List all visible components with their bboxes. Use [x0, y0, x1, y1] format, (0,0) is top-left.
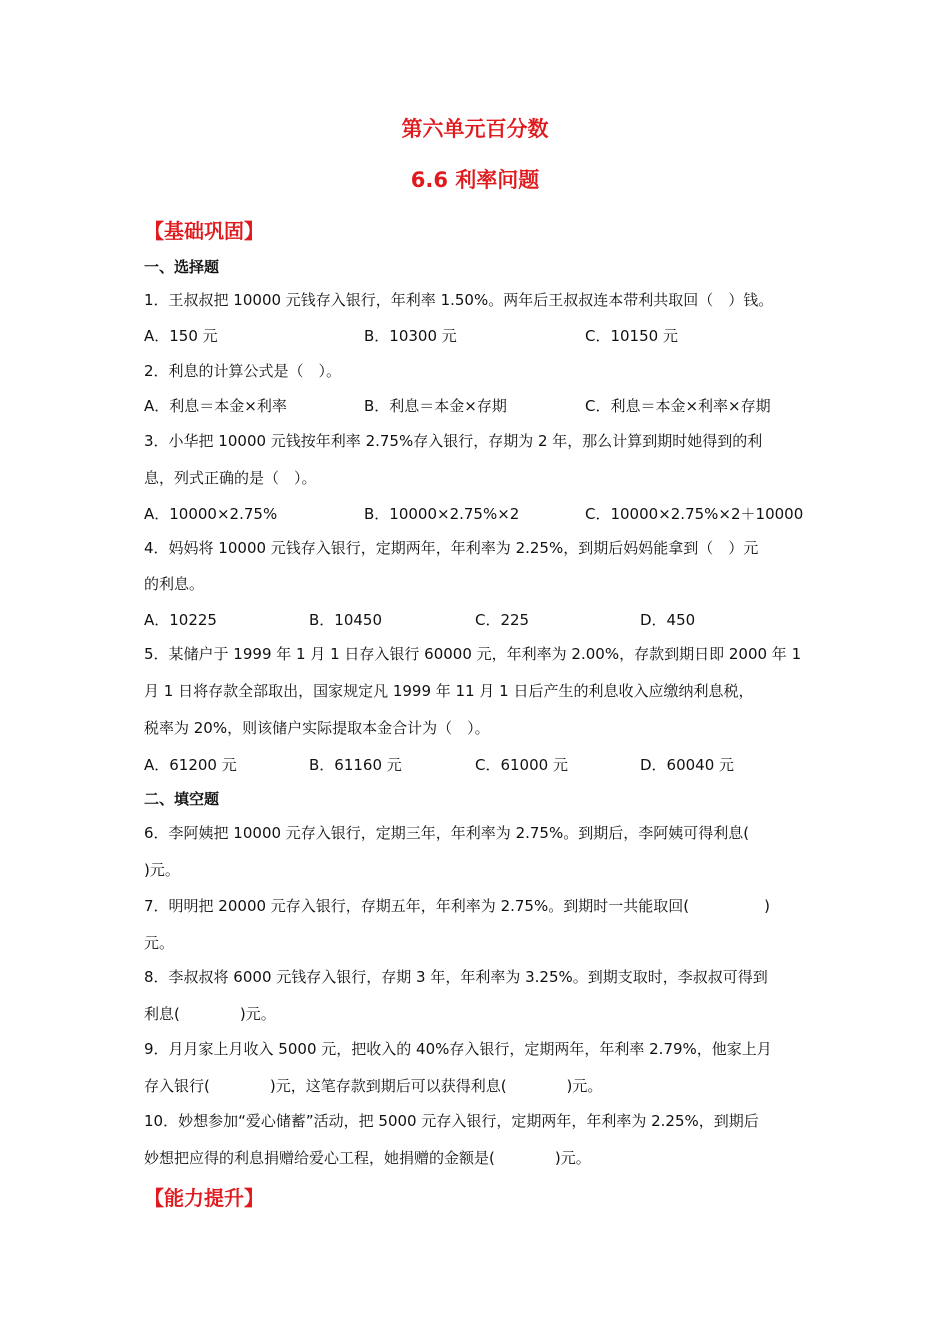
q1-option-c: C．10150 元: [585, 327, 678, 345]
question-1: 1．王叔叔把 10000 元钱存入银行，年利率 1.50%。两年后王叔叔连本带利共取回（ ）钱。: [144, 291, 774, 309]
q1-option-b: B．10300 元: [364, 327, 457, 345]
question-3-line2: 息，列式正确的是（ ）。: [144, 469, 317, 487]
section-advanced: 【能力提升】: [144, 1186, 264, 1210]
q3-option-b: B．10000×2.75%×2: [364, 505, 520, 523]
q4-option-a: A．10225: [144, 611, 217, 629]
question-6-line2: )元。: [144, 861, 180, 879]
q5-option-d: D．60040 元: [640, 756, 735, 774]
question-10-line2: 妙想把应得的利息捐赠给爱心工程，她捐赠的金额是( )元。: [144, 1149, 591, 1167]
question-8-line2: 利息( )元。: [144, 1005, 276, 1023]
q5-option-c: C．61000 元: [475, 756, 568, 774]
q2-option-b: B．利息＝本金×存期: [364, 397, 507, 415]
question-5-line3: 税率为 20%，则该储户实际提取本金合计为（ ）。: [144, 719, 490, 737]
question-5-line2: 月 1 日将存款全部取出，国家规定凡 1999 年 11 月 1 日后产生的利息收入应缴纳利息税，: [144, 682, 754, 700]
part2-heading: 二、填空题: [144, 790, 220, 808]
q4-option-b: B．10450: [309, 611, 383, 629]
question-6-line1: 6．李阿姨把 10000 元存入银行，定期三年，年利率为 2.75%。到期后，李阿姨可得利息(: [144, 824, 750, 842]
question-4-line2: 的利息。: [144, 575, 205, 593]
question-4-line1: 4．妈妈将 10000 元钱存入银行，定期两年，年利率为 2.25%，到期后妈妈能拿到（ ）元: [144, 539, 759, 557]
question-2: 2．利息的计算公式是（ ）。: [144, 362, 342, 380]
q2-option-a: A．利息＝本金×利率: [144, 397, 287, 415]
q2-option-c: C．利息＝本金×利率×存期: [585, 397, 771, 415]
section-basic: 【基础巩固】: [144, 219, 264, 243]
page-subtitle: 6.6 利率问题: [410, 168, 540, 192]
q4-option-d: D．450: [640, 611, 696, 629]
part1-heading: 一、选择题: [144, 258, 220, 276]
question-8-line1: 8．李叔叔将 6000 元钱存入银行，存期 3 年，年利率为 3.25%。到期支取时，李叔叔可得到: [144, 968, 768, 986]
question-5-line1: 5．某储户于 1999 年 1 月 1 日存入银行 60000 元，年利率为 2.00%，存款到期日即 2000 年 1: [144, 645, 802, 663]
q5-option-a: A．61200 元: [144, 756, 237, 774]
question-9-line1: 9．月月家上月收入 5000 元，把收入的 40%存入银行，定期两年，年利率 2.79%，他家上月: [144, 1040, 772, 1058]
q3-option-a: A．10000×2.75%: [144, 505, 278, 523]
question-7-line1: 7．明明把 20000 元存入银行，存期五年，年利率为 2.75%。到期时一共能取回( ): [144, 897, 770, 915]
page-title: 第六单元百分数: [401, 117, 549, 141]
question-7-line2: 元。: [144, 934, 175, 952]
q4-option-c: C．225: [475, 611, 530, 629]
question-9-line2: 存入银行( )元，这笔存款到期后可以获得利息( )元。: [144, 1077, 603, 1095]
question-3-line1: 3．小华把 10000 元钱按年利率 2.75%存入银行，存期为 2 年，那么计算到期时她得到的利: [144, 432, 763, 450]
q1-option-a: A．150 元: [144, 327, 218, 345]
q5-option-b: B．61160 元: [309, 756, 402, 774]
question-10-line1: 10．妙想参加“爱心储蓄”活动，把 5000 元存入银行，定期两年，年利率为 2.25%，到期后: [144, 1112, 759, 1130]
q3-option-c: C．10000×2.75%×2＋10000: [585, 505, 804, 523]
